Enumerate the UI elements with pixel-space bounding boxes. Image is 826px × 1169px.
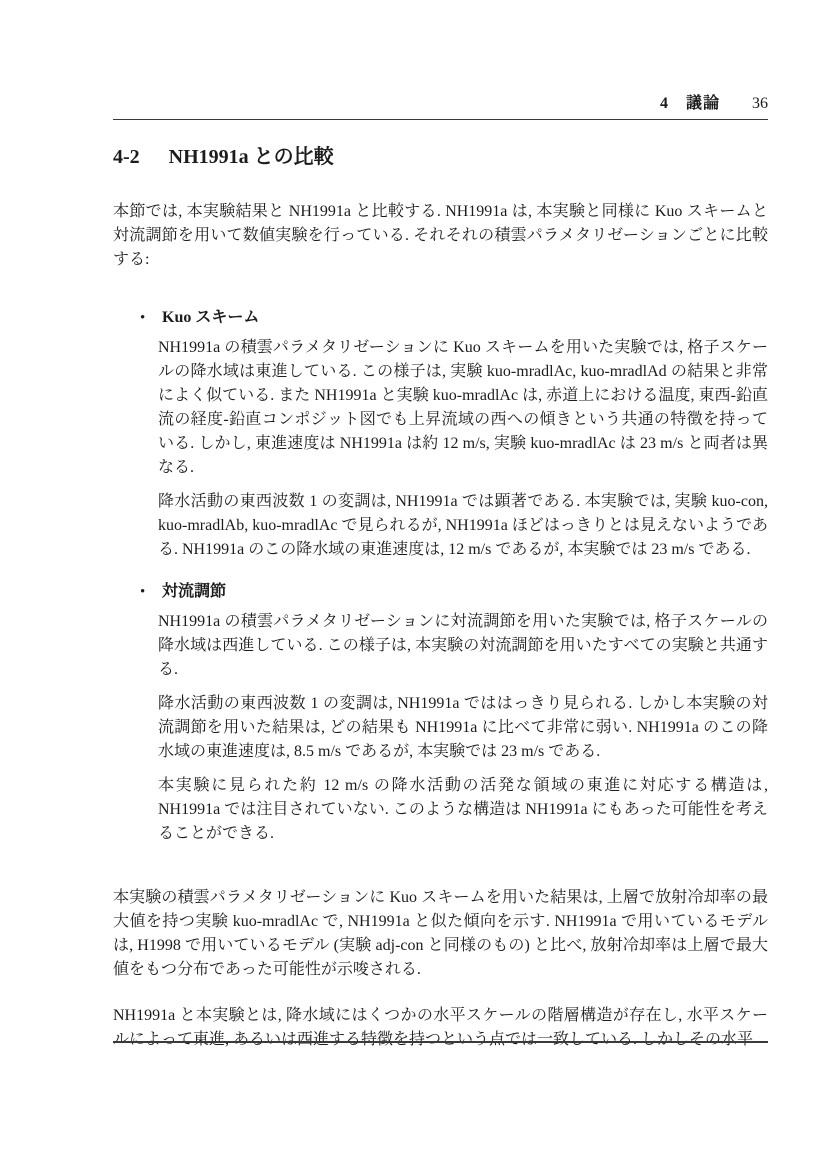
bullet-label-kuo-scheme: Kuo スキーム <box>162 309 260 326</box>
section-title: NH1991a との比較 <box>168 146 334 168</box>
bullet-icon: • <box>140 310 146 326</box>
bullet-label-row <box>113 580 768 604</box>
closing-paragraph: NH1991a と本実験とは, 降水域にはくつかの水平スケールの階層構造が存在し, 水平スケールによって東進, あるいは西進する特徴を持つという点では一致している. しかしその水平 <box>113 1007 768 1048</box>
bullet-icon: • <box>140 584 146 600</box>
bullet-list <box>113 306 768 846</box>
bullet-item-convective-adjustment <box>113 580 768 846</box>
header-rule <box>113 119 768 120</box>
bullet-label-row <box>113 306 768 330</box>
section-heading <box>113 144 768 170</box>
bullet-paragraph: NH1991a の積雲パラメタリゼーションに対流調節を用いた実験では, 格子スケールの降水域は西進している. この様子は, 本実験の対流調節を用いたすべての実験と共通する. <box>158 613 768 678</box>
intro-paragraph: 本節では, 本実験結果と NH1991a と比較する. NH1991a は, 本実験と同様に Kuo スキームと対流調節を用いて数値実験を行っている. それそれの積雲パラメタリゼーションごとに比較する: <box>113 203 768 268</box>
bullet-paragraph: 降水活動の東西波数 1 の変調は, NH1991a では顕著である. 本実験では, 実験 kuo-con, kuo-mradlAb, kuo-mradlAc で見られるが, NH1991a ほどはっきりとは見えないようである. NH1991a のこの降水域の東進速度は, 12 m/s であるが, 本実験では 23 m/s である. <box>158 493 768 558</box>
closing-paragraph: 本実験の積雲パラメタリゼーションに Kuo スキームを用いた結果は, 上層で放射冷却率の最大値を持つ実験 kuo-mradlAc で, NH1991a と似た傾向を示す. NH1991a で用いているモデルは, H1998 で用いているモデル (実験 adj-con と同様のもの) と比べ, 放射冷却率は上層で最大値をもつ分布であった可能性が示唆される. <box>113 889 768 978</box>
bullet-item-kuo-scheme <box>113 306 768 562</box>
running-section-label: 4 議論 <box>659 95 720 112</box>
bullet-paragraph: 降水活動の東西波数 1 の変調は, NH1991a でははっきり見られる. しかし本実験の対流調節を用いた結果は, どの結果も NH1991a に比べて非常に弱い. NH1991a のこの降水域の東進速度は, 8.5 m/s であるが, 本実験では 23 m/s である. <box>158 695 768 760</box>
bullet-label-convective-adjustment: 対流調節 <box>162 583 227 600</box>
text-column <box>113 0 768 1052</box>
footer-rule <box>113 1041 768 1043</box>
bullet-paragraph: 本実験に見られた約 12 m/s の降水活動の活発な領域の東進に対応する構造は, NH1991a では注目されていない. このような構造は NH1991a にもあった可能性を考えることができる. <box>158 777 768 842</box>
running-header <box>113 94 768 114</box>
section-number: 4-2 <box>113 146 140 168</box>
page-number: 36 <box>752 95 768 112</box>
bullet-paragraph: NH1991a の積雲パラメタリゼーションに Kuo スキームを用いた実験では, 格子スケールの降水域は東進している. この様子は, 実験 kuo-mradlAc, kuo-mradlAd の結果と非常によく似ている. また NH1991a と実験 kuo-mradlAc は, 赤道上における温度, 東西-鉛直流の経度-鉛直コンポジット図でも上昇流域の西への傾きという共通の特徴を持っている. しかし, 東進速度は NH1991a は約 12 m/s, 実験 kuo-mradlAc は 23 m/s と両者は異なる. <box>158 339 768 476</box>
